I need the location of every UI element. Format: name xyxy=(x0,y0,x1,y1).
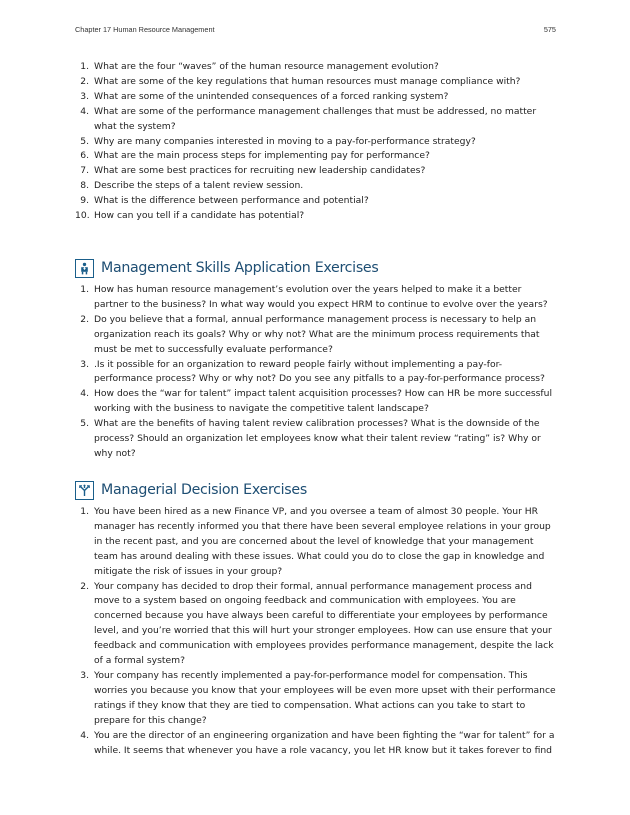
presenter-icon xyxy=(75,259,94,278)
list-item xyxy=(75,135,557,150)
item-number: 3. xyxy=(80,90,89,102)
review-questions-list xyxy=(75,60,557,224)
list-item xyxy=(75,358,557,388)
management-skills-title: Management Skills Application Exercises xyxy=(101,260,379,276)
item-text: What are some of the unintended consequences of a forced ranking system? xyxy=(94,90,449,102)
list-item xyxy=(75,669,557,729)
list-item xyxy=(75,209,557,224)
list-item xyxy=(75,149,557,164)
item-number: 7. xyxy=(80,165,89,177)
item-number: 2. xyxy=(80,313,89,325)
item-number: 10. xyxy=(75,210,90,222)
item-number: 3. xyxy=(80,669,89,681)
list-item xyxy=(75,387,557,417)
managerial-decision-title: Managerial Decision Exercises xyxy=(101,482,307,498)
item-text: How does the “war for talent” impact talent acquisition processes? How can HR be more successful working with the business to navigate the competitive talent landscape? xyxy=(94,388,553,415)
list-item xyxy=(75,90,557,105)
item-text: You have been hired as a new Finance VP, and you oversee a team of almost 30 people. Your HR manager has recently informed you that there have been several employee relations in your group in the recent past, and you are concerned about the level of knowledge that your management team has around dealing with these issues. What could you do to close the gap in knowledge and mitigate the risk of issues in your group? xyxy=(94,506,551,577)
item-number: 4. xyxy=(80,105,89,117)
item-number: 1. xyxy=(80,284,89,295)
item-text: .Is it possible for an organization to reward people fairly without implementing a pay-for-performance process? Why or why not? Do you see any pitfalls to a pay-for-performance process? xyxy=(94,358,545,385)
item-number: 1. xyxy=(80,506,89,517)
item-text: Your company has decided to drop their formal, annual performance management process and move to a system based on ongoing feedback and communication with employees. You are concerned because you have always been careful to differentiate your employees by performance level, and you’re worried that this will hurt your stronger employees. How can use ensure that your feedback and communication with employees provides performance management, despite the lack of a formal system? xyxy=(94,580,554,667)
managerial-decision-heading xyxy=(75,478,307,502)
item-text: What are the four “waves” of the human resource management evolution? xyxy=(94,61,439,72)
item-text: What are the main process steps for implementing pay for performance? xyxy=(94,150,430,162)
list-item xyxy=(75,179,557,194)
list-item xyxy=(75,194,557,209)
running-header xyxy=(75,25,556,37)
list-item xyxy=(75,505,557,580)
list-item xyxy=(75,164,557,179)
list-item xyxy=(75,313,557,358)
item-text: What are some of the key regulations that human resources must manage compliance with? xyxy=(94,75,521,87)
item-number: 6. xyxy=(80,150,89,162)
list-item xyxy=(75,60,557,75)
item-text: How can you tell if a candidate has potential? xyxy=(94,210,305,222)
management-skills-list xyxy=(75,283,557,462)
item-number: 1. xyxy=(80,61,89,72)
item-text: What are some best practices for recruiting new leadership candidates? xyxy=(94,165,426,177)
item-number: 5. xyxy=(80,135,89,147)
item-text: Describe the steps of a talent review session. xyxy=(94,180,304,192)
item-text: You are the director of an engineering organization and have been fighting the “war for talent” for a while. It seems that whenever you have a role vacancy, you let HR know but it takes forever to find xyxy=(94,729,555,756)
item-number: 4. xyxy=(80,729,89,741)
management-skills-heading xyxy=(75,256,378,280)
list-item xyxy=(75,283,557,313)
list-item xyxy=(75,580,557,669)
decision-arrows-icon xyxy=(75,481,94,500)
list-item xyxy=(75,105,557,135)
item-text: What are the benefits of having talent review calibration processes? What is the downside of the process? Should an organization let employees know what their talent review “rating” is? Why or why not? xyxy=(94,418,541,459)
chapter-title: Chapter 17 Human Resource Management xyxy=(75,25,215,34)
item-number: 2. xyxy=(80,75,89,87)
item-text: Why are many companies interested in moving to a pay-for-performance strategy? xyxy=(94,135,476,147)
managerial-decision-list xyxy=(75,505,557,758)
page-number: 575 xyxy=(543,25,556,34)
item-number: 4. xyxy=(80,388,89,400)
item-text: Do you believe that a formal, annual performance management process is necessary to help an organization reach its goals? Why or why not? What are the minimum process requirements that must be met to successfully evaluate performance? xyxy=(94,313,540,355)
item-text: What is the difference between performance and potential? xyxy=(94,195,369,207)
item-number: 8. xyxy=(80,180,89,192)
item-text: How has human resource management’s evolution over the years helped to make it a better partner to the business? In what way would you expect HRM to continue to evolve over the years? xyxy=(94,284,548,310)
item-number: 2. xyxy=(80,580,89,592)
list-item xyxy=(75,75,557,90)
list-item xyxy=(75,729,557,759)
item-number: 3. xyxy=(80,358,89,370)
item-number: 9. xyxy=(80,195,89,207)
item-text: What are some of the performance management challenges that must be addressed, no matter what the system? xyxy=(94,105,537,132)
list-item xyxy=(75,417,557,462)
item-text: Your company has recently implemented a pay-for-performance model for compensation. This worries you because you know that your employees will be even more upset with their performance ratings if they know that they are tied to compensation. What actions can you take to start to prepare for this change? xyxy=(94,669,556,726)
item-number: 5. xyxy=(80,418,89,430)
